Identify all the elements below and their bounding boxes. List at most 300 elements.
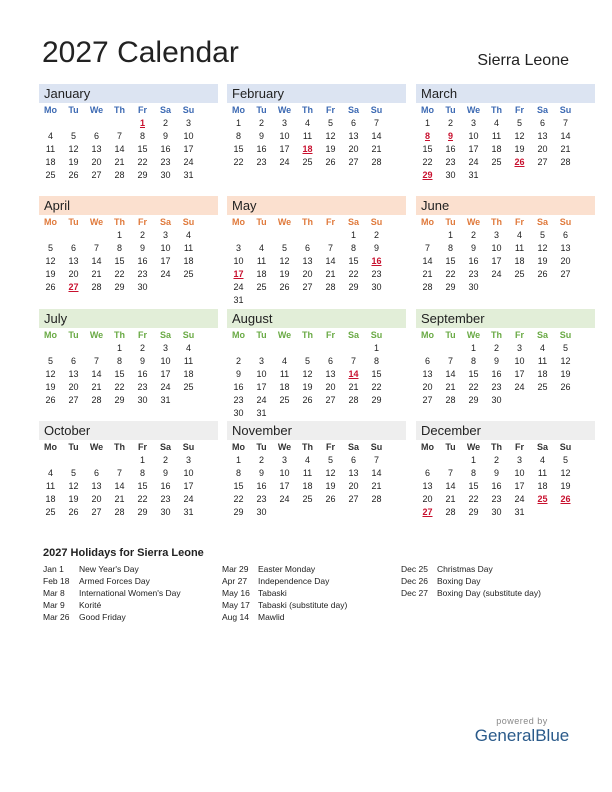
- day-cell: 3: [281, 118, 287, 128]
- weekday-header: [416, 440, 595, 454]
- day-cell: 6: [350, 455, 356, 465]
- weekday-label: We: [466, 217, 481, 227]
- weekday-label: Fr: [138, 442, 147, 452]
- weekday-label: Th: [491, 105, 502, 115]
- day-cell: 26: [68, 170, 79, 180]
- day-cell: 29: [468, 395, 479, 405]
- empty-cell: [227, 229, 250, 242]
- day-cell: 12: [45, 256, 56, 266]
- day-cell: 1: [235, 455, 241, 465]
- holiday-column: [401, 563, 581, 599]
- day-cell: 16: [468, 256, 479, 266]
- empty-cell: [296, 229, 319, 242]
- day-cell: 1: [424, 118, 430, 128]
- day-cell: 27: [560, 269, 571, 279]
- day-cell: 5: [539, 230, 545, 240]
- weekday-label: Mo: [421, 105, 434, 115]
- week-row: [39, 255, 218, 268]
- day-cell: 19: [325, 481, 336, 491]
- day-cell: 8: [470, 356, 476, 366]
- day-cell: 26: [560, 382, 571, 392]
- day-cell: 3: [185, 455, 191, 465]
- day-cell: 12: [560, 356, 571, 366]
- day-cell: 12: [325, 131, 336, 141]
- week-row: [227, 281, 406, 294]
- weekday-label: Th: [491, 217, 502, 227]
- weekday-label: Th: [114, 442, 125, 452]
- weekday-label: Fr: [515, 442, 524, 452]
- day-cell: 27: [348, 157, 359, 167]
- day-cell: 17: [514, 369, 525, 379]
- day-cell: 22: [114, 269, 125, 279]
- empty-cell: [85, 117, 108, 130]
- day-cell: 21: [114, 157, 125, 167]
- day-cell: 17: [256, 382, 267, 392]
- day-cell: 17: [160, 256, 171, 266]
- day-cell: 26: [325, 494, 336, 504]
- day-cell: 11: [183, 356, 194, 366]
- day-cell: 30: [256, 507, 267, 517]
- holiday-date: Mar 29: [222, 564, 249, 574]
- weekday-label: Sa: [347, 330, 359, 340]
- week-row: [416, 255, 595, 268]
- day-cell: 5: [516, 118, 522, 128]
- day-cell: 18: [256, 269, 267, 279]
- day-cell: 15: [114, 369, 125, 379]
- weekday-label: Sa: [159, 330, 171, 340]
- week-row: [227, 156, 406, 169]
- empty-cell: [296, 506, 319, 519]
- day-cell: 3: [470, 118, 476, 128]
- day-cell: 22: [137, 157, 148, 167]
- day-cell: 15: [114, 256, 125, 266]
- day-cell: 21: [422, 269, 433, 279]
- day-cell: 26: [325, 157, 336, 167]
- day-cell: 5: [47, 356, 53, 366]
- day-cell: 26: [302, 395, 313, 405]
- empty-cell: [108, 454, 131, 467]
- day-cell: 14: [114, 144, 125, 154]
- day-cell: 6: [93, 468, 99, 478]
- day-cell: 3: [258, 356, 264, 366]
- day-cell: 16: [491, 481, 502, 491]
- day-cell: 2: [493, 455, 499, 465]
- day-cell: 9: [493, 468, 499, 478]
- day-cell: 22: [445, 269, 456, 279]
- day-cell: 28: [91, 395, 102, 405]
- day-cell: 2: [493, 343, 499, 353]
- empty-cell: [365, 506, 388, 519]
- day-cell: 12: [279, 256, 290, 266]
- weekday-header: [416, 215, 595, 229]
- week-row: [39, 493, 218, 506]
- day-cell: 9: [493, 356, 499, 366]
- day-cell: 19: [560, 369, 571, 379]
- day-cell: 23: [468, 269, 479, 279]
- day-cell: 1: [373, 343, 379, 353]
- holiday-name: Easter Monday: [258, 564, 316, 574]
- day-cell: 25: [183, 269, 194, 279]
- week-row: [39, 381, 218, 394]
- week-row: [416, 467, 595, 480]
- day-cell: 29: [114, 395, 125, 405]
- empty-cell: [342, 294, 365, 307]
- weekday-label: We: [89, 217, 104, 227]
- day-cell: 13: [302, 256, 313, 266]
- empty-cell: [39, 117, 62, 130]
- weekday-label: Fr: [326, 217, 335, 227]
- day-cell: 13: [91, 481, 102, 491]
- day-cell: 14: [325, 256, 336, 266]
- empty-cell: [531, 281, 554, 294]
- day-cell: 21: [325, 269, 336, 279]
- day-cell: 18: [302, 144, 313, 154]
- day-cell: 15: [233, 144, 244, 154]
- empty-cell: [39, 454, 62, 467]
- empty-cell: [62, 342, 85, 355]
- weekday-label: Tu: [256, 105, 267, 115]
- day-cell: 28: [560, 157, 571, 167]
- day-cell: 20: [422, 382, 433, 392]
- empty-cell: [554, 394, 577, 407]
- day-cell: 2: [162, 118, 168, 128]
- empty-cell: [250, 294, 273, 307]
- day-cell: 25: [256, 282, 267, 292]
- holiday-name: International Women's Day: [79, 588, 181, 598]
- day-cell: 5: [70, 131, 76, 141]
- week-row: [227, 229, 406, 242]
- holiday-name: Independence Day: [258, 576, 330, 586]
- day-cell: 2: [447, 118, 453, 128]
- week-row: [416, 480, 595, 493]
- day-cell: 22: [114, 382, 125, 392]
- day-cell: 18: [183, 256, 194, 266]
- weekday-label: Th: [491, 330, 502, 340]
- day-cell: 6: [70, 356, 76, 366]
- day-cell: 19: [68, 157, 79, 167]
- day-cell: 2: [258, 118, 264, 128]
- day-cell: 27: [422, 507, 433, 517]
- day-cell: 3: [281, 455, 287, 465]
- day-cell: 27: [422, 395, 433, 405]
- empty-cell: [508, 394, 531, 407]
- holiday-name: Tabaski (substitute day): [258, 600, 348, 610]
- day-cell: 26: [514, 157, 525, 167]
- holiday-item: [222, 587, 402, 599]
- day-cell: 22: [422, 157, 433, 167]
- month-name: February: [227, 84, 406, 103]
- holiday-column: [222, 563, 402, 623]
- day-cell: 24: [491, 269, 502, 279]
- day-cell: 26: [560, 494, 571, 504]
- day-cell: 11: [183, 243, 194, 253]
- day-cell: 10: [514, 356, 525, 366]
- week-row: [39, 506, 218, 519]
- empty-cell: [85, 342, 108, 355]
- day-cell: 22: [348, 269, 359, 279]
- weekday-label: Th: [114, 105, 125, 115]
- week-row: [39, 143, 218, 156]
- empty-cell: [39, 342, 62, 355]
- day-cell: 29: [468, 507, 479, 517]
- day-cell: 12: [45, 369, 56, 379]
- weekday-label: Mo: [232, 217, 245, 227]
- day-cell: 10: [233, 256, 244, 266]
- day-cell: 3: [162, 343, 168, 353]
- holiday-date: Apr 27: [222, 576, 248, 586]
- day-cell: 24: [183, 157, 194, 167]
- day-cell: 13: [560, 243, 571, 253]
- day-cell: 30: [233, 408, 244, 418]
- weekday-label: Su: [370, 105, 383, 115]
- month-name: September: [416, 309, 595, 328]
- holiday-item: [222, 611, 402, 623]
- week-row: [39, 281, 218, 294]
- day-cell: 28: [325, 282, 336, 292]
- day-cell: 4: [281, 356, 287, 366]
- day-cell: 24: [279, 494, 290, 504]
- empty-cell: [319, 229, 342, 242]
- day-cell: 17: [514, 481, 525, 491]
- empty-cell: [296, 342, 319, 355]
- day-cell: 14: [422, 256, 433, 266]
- day-cell: 18: [537, 481, 548, 491]
- weekday-header: [227, 215, 406, 229]
- day-cell: 4: [258, 243, 264, 253]
- day-cell: 28: [445, 395, 456, 405]
- weekday-label: Tu: [256, 217, 267, 227]
- weekday-label: Sa: [347, 442, 359, 452]
- day-cell: 3: [516, 455, 522, 465]
- empty-cell: [531, 394, 554, 407]
- day-cell: 6: [327, 356, 333, 366]
- day-cell: 20: [91, 157, 102, 167]
- day-cell: 1: [139, 118, 145, 128]
- weekday-label: We: [89, 105, 104, 115]
- day-cell: 31: [514, 507, 525, 517]
- day-cell: 30: [137, 282, 148, 292]
- day-cell: 11: [491, 131, 502, 141]
- day-cell: 9: [235, 369, 241, 379]
- holiday-item: [43, 599, 223, 611]
- week-row: [227, 506, 406, 519]
- weekday-header: [39, 215, 218, 229]
- day-cell: 14: [560, 131, 571, 141]
- day-cell: 4: [185, 343, 191, 353]
- day-cell: 11: [45, 481, 56, 491]
- day-cell: 28: [371, 157, 382, 167]
- weekday-label: Tu: [68, 442, 79, 452]
- day-cell: 16: [160, 481, 171, 491]
- weekday-label: Fr: [138, 217, 147, 227]
- powered-by-label: powered by: [496, 716, 548, 726]
- holidays-title: 2027 Holidays for Sierra Leone: [43, 547, 204, 559]
- day-cell: 1: [139, 455, 145, 465]
- weekday-label: Th: [114, 217, 125, 227]
- day-cell: 7: [93, 356, 99, 366]
- weekday-label: Sa: [536, 442, 548, 452]
- day-cell: 30: [137, 395, 148, 405]
- day-cell: 16: [256, 144, 267, 154]
- day-cell: 23: [137, 269, 148, 279]
- week-row: [39, 355, 218, 368]
- weekday-label: Tu: [256, 442, 267, 452]
- day-cell: 11: [279, 369, 290, 379]
- day-cell: 8: [116, 356, 122, 366]
- day-cell: 17: [468, 144, 479, 154]
- day-cell: 10: [183, 131, 194, 141]
- holiday-date: Dec 27: [401, 588, 428, 598]
- day-cell: 30: [160, 170, 171, 180]
- day-cell: 3: [185, 118, 191, 128]
- empty-cell: [416, 342, 439, 355]
- week-row: [227, 294, 406, 307]
- week-row: [39, 342, 218, 355]
- brand-name: GeneralBlue: [474, 726, 570, 745]
- day-cell: 31: [183, 507, 194, 517]
- day-cell: 20: [422, 494, 433, 504]
- week-row: [227, 268, 406, 281]
- day-cell: 23: [491, 382, 502, 392]
- day-cell: 12: [514, 131, 525, 141]
- holiday-date: Mar 26: [43, 612, 70, 622]
- holiday-name: Tabaski: [258, 588, 287, 598]
- day-cell: 6: [424, 468, 430, 478]
- week-row: [39, 394, 218, 407]
- day-cell: 24: [468, 157, 479, 167]
- weekday-header: [416, 328, 595, 342]
- weekday-label: Th: [302, 442, 313, 452]
- week-row: [416, 117, 595, 130]
- day-cell: 5: [47, 243, 53, 253]
- day-cell: 28: [114, 170, 125, 180]
- day-cell: 23: [445, 157, 456, 167]
- day-cell: 14: [371, 131, 382, 141]
- day-cell: 7: [93, 243, 99, 253]
- day-cell: 12: [560, 468, 571, 478]
- holiday-item: [43, 587, 223, 599]
- day-cell: 23: [371, 269, 382, 279]
- day-cell: 26: [68, 507, 79, 517]
- weekday-label: We: [466, 105, 481, 115]
- day-cell: 5: [327, 118, 333, 128]
- day-cell: 26: [45, 395, 56, 405]
- day-cell: 7: [116, 468, 122, 478]
- day-cell: 10: [514, 468, 525, 478]
- month-name: December: [416, 421, 595, 440]
- day-cell: 2: [139, 230, 145, 240]
- empty-cell: [416, 454, 439, 467]
- weekday-label: Fr: [138, 105, 147, 115]
- day-cell: 29: [348, 282, 359, 292]
- empty-cell: [154, 281, 177, 294]
- day-cell: 8: [373, 356, 379, 366]
- weekday-label: Su: [370, 330, 383, 340]
- day-cell: 27: [302, 282, 313, 292]
- day-cell: 5: [562, 343, 568, 353]
- day-cell: 23: [160, 157, 171, 167]
- day-cell: 17: [279, 481, 290, 491]
- day-cell: 24: [279, 157, 290, 167]
- day-cell: 19: [302, 382, 313, 392]
- empty-cell: [250, 342, 273, 355]
- empty-cell: [365, 407, 388, 420]
- weekday-label: Mo: [44, 217, 57, 227]
- weekday-label: Fr: [515, 217, 524, 227]
- day-cell: 29: [233, 507, 244, 517]
- weekday-label: We: [466, 330, 481, 340]
- holiday-date: May 17: [222, 600, 250, 610]
- holiday-column: [43, 563, 223, 623]
- day-cell: 28: [348, 395, 359, 405]
- day-cell: 15: [233, 481, 244, 491]
- day-cell: 26: [279, 282, 290, 292]
- weekday-header: [227, 328, 406, 342]
- day-cell: 16: [371, 256, 382, 266]
- day-cell: 8: [116, 243, 122, 253]
- day-cell: 21: [371, 481, 382, 491]
- day-cell: 17: [279, 144, 290, 154]
- page-title: 2027 Calendar: [42, 36, 239, 69]
- holiday-item: [222, 599, 402, 611]
- weekday-label: Fr: [515, 330, 524, 340]
- weekday-label: Mo: [232, 330, 245, 340]
- empty-cell: [273, 506, 296, 519]
- week-row: [227, 342, 406, 355]
- week-row: [227, 242, 406, 255]
- day-cell: 14: [114, 481, 125, 491]
- week-row: [416, 381, 595, 394]
- weekday-label: We: [89, 442, 104, 452]
- day-cell: 23: [256, 494, 267, 504]
- day-cell: 11: [537, 468, 548, 478]
- day-cell: 2: [235, 356, 241, 366]
- day-cell: 22: [468, 382, 479, 392]
- day-cell: 18: [302, 481, 313, 491]
- day-cell: 7: [350, 356, 356, 366]
- empty-cell: [296, 294, 319, 307]
- day-cell: 2: [258, 455, 264, 465]
- week-row: [39, 229, 218, 242]
- holiday-name: Boxing Day: [437, 576, 481, 586]
- day-cell: 29: [445, 282, 456, 292]
- day-cell: 15: [468, 481, 479, 491]
- day-cell: 19: [560, 481, 571, 491]
- day-cell: 25: [491, 157, 502, 167]
- week-row: [227, 130, 406, 143]
- day-cell: 27: [68, 395, 79, 405]
- day-cell: 16: [160, 144, 171, 154]
- day-cell: 13: [325, 369, 336, 379]
- day-cell: 1: [116, 230, 122, 240]
- month-november: [227, 421, 406, 519]
- day-cell: 13: [68, 256, 79, 266]
- day-cell: 20: [68, 269, 79, 279]
- week-row: [416, 169, 595, 182]
- day-cell: 17: [160, 369, 171, 379]
- empty-cell: [85, 229, 108, 242]
- day-cell: 18: [45, 157, 56, 167]
- day-cell: 5: [281, 243, 287, 253]
- empty-cell: [227, 342, 250, 355]
- day-cell: 19: [45, 269, 56, 279]
- weekday-label: Tu: [256, 330, 267, 340]
- day-cell: 17: [491, 256, 502, 266]
- weekday-label: Th: [302, 330, 313, 340]
- empty-cell: [296, 407, 319, 420]
- day-cell: 31: [183, 170, 194, 180]
- holiday-name: Christmas Day: [437, 564, 493, 574]
